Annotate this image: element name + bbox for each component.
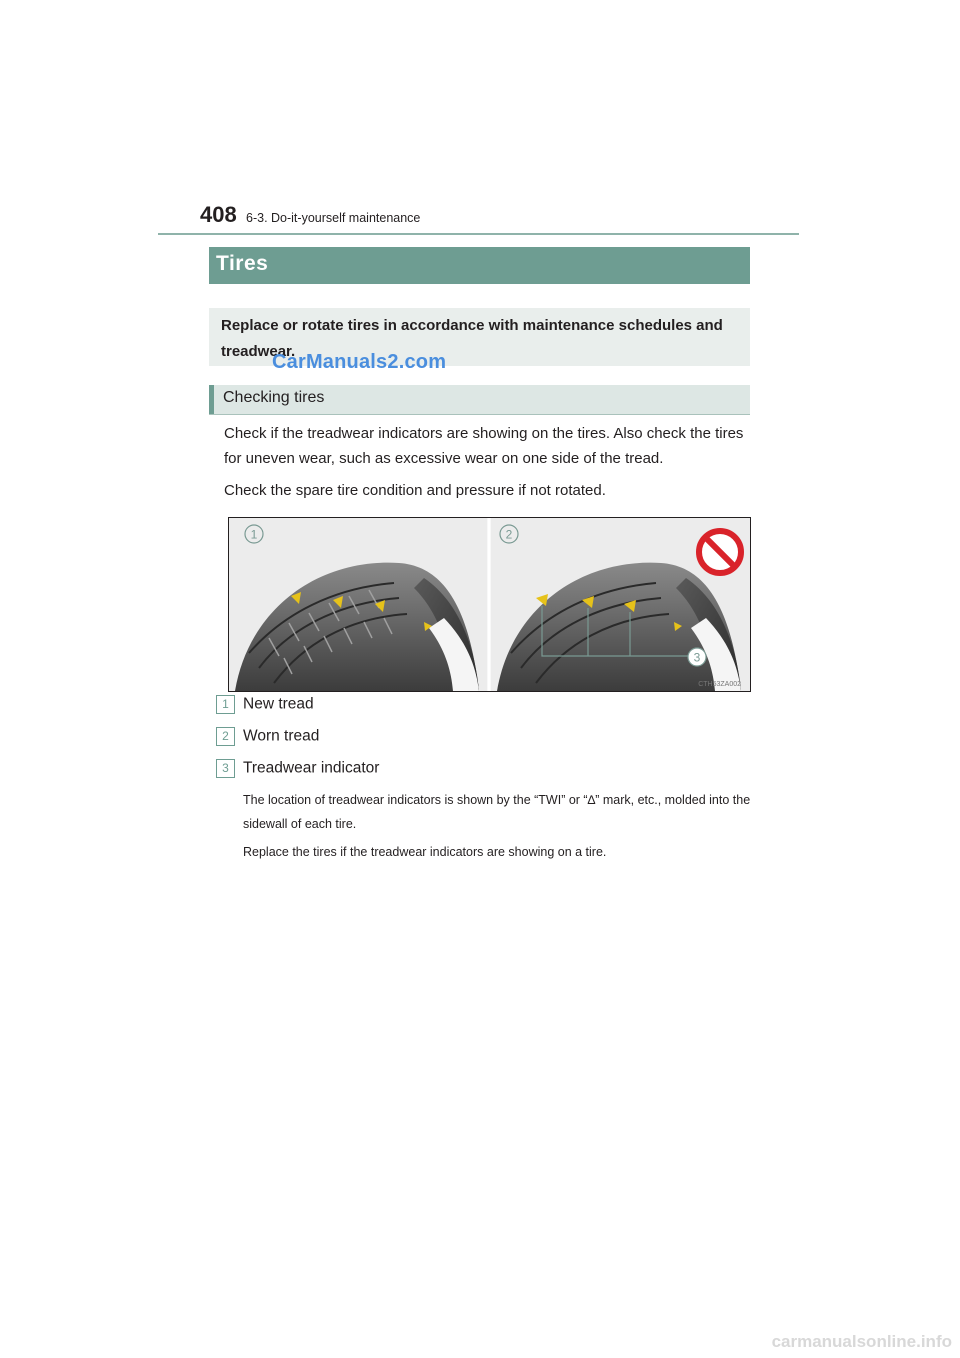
legend-item-worn-tread [216,727,319,746]
paragraph-check-indicators: Check if the treadwear indicators are showing on the tires. Also check the tires for uneven wear, such as excessive wear on one side of the tread. [224,425,744,467]
legend-number: 1 [216,695,235,714]
legend-label: Treadwear indicator [243,759,380,777]
legend-item-new-tread [216,695,314,714]
header-divider [158,233,799,235]
footer-watermark: carmanualsonline.info [771,1332,952,1351]
figure-callout-2: 2 [505,527,513,542]
legend-item-treadwear-indicator [216,759,379,778]
legend-number: 3 [216,759,235,778]
page-number: 408 [200,202,237,227]
legend-label: Worn tread [243,727,320,745]
legend-label: New tread [243,695,314,713]
subheading-bar [209,385,750,415]
note-indicator-location: The location of treadwear indicators is shown by the “TWI” or “∆” mark, etc., molded into the sidewall of each tire. [243,793,751,831]
watermark-link[interactable]: CarManuals2.com [272,351,447,373]
subheading-accent [209,385,214,414]
intro-text: Replace or rotate tires in accordance with maintenance schedules and treadwear. [221,317,723,360]
page-title: Tires [216,252,269,275]
prohibition-icon [699,531,741,573]
figure-callout-1: 1 [250,527,258,542]
subheading-text: Checking tires [223,389,325,406]
section-reference: 6-3. Do-it-yourself maintenance [246,211,421,225]
section-title-band [209,247,750,284]
paragraph-spare-tire: Check the spare tire condition and pressure if not rotated. [224,482,606,499]
legend-number: 2 [216,727,235,746]
figure-code: CTH53ZA002 [698,681,741,688]
note-replace-tires: Replace the tires if the treadwear indicators are showing on a tire. [243,845,607,859]
figure-callout-3: 3 [693,650,701,665]
tire-tread-figure [228,517,751,692]
